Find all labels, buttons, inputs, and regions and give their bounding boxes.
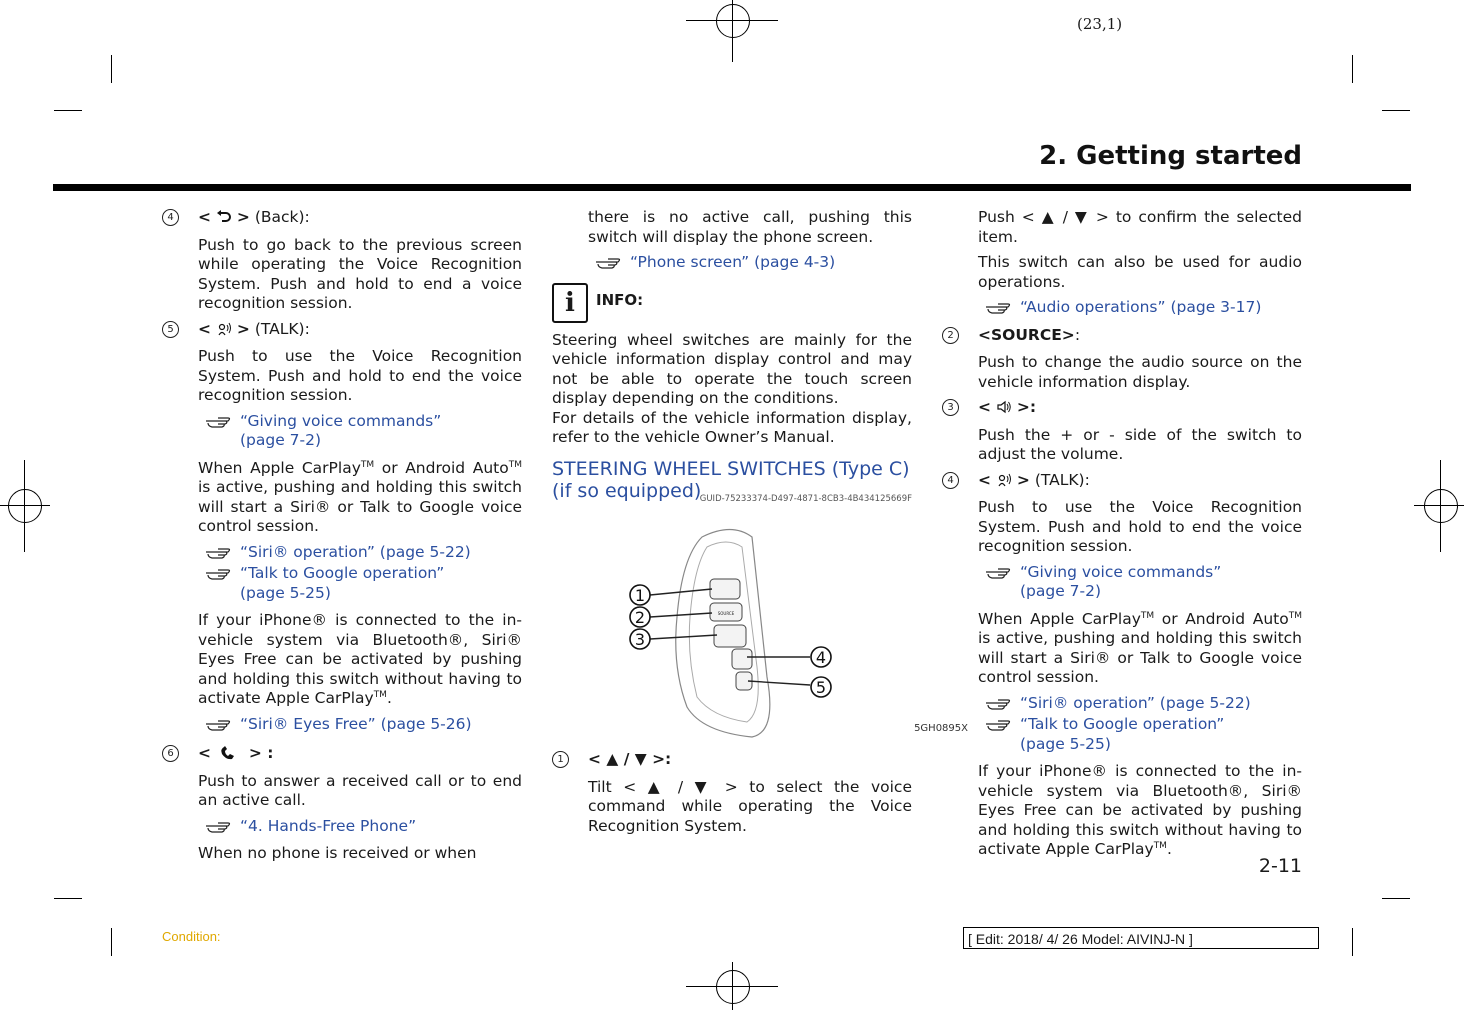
reference-link[interactable] [978,563,1302,602]
reference-link[interactable] [198,715,522,735]
item-volume [942,398,1302,418]
talk-icon [216,322,232,336]
column-2 [552,208,968,842]
item-source [942,326,1302,346]
pointing-hand-icon [204,564,234,582]
item-text: When no phone is received or when [198,844,477,862]
svg-text:5: 5 [815,678,827,697]
svg-text:2: 2 [634,608,646,627]
item-label: < ▲ / ▼ >: [588,750,672,768]
reference-link[interactable] [198,564,522,603]
item-back [162,208,522,228]
callout-2 [630,607,650,627]
pointing-hand-icon [204,543,234,561]
item-talk [162,320,522,340]
bracket-open: < [198,208,211,226]
section-title: STEERING WHEEL SWITCHES (Type C) (if so equipped) [552,457,910,502]
item-label: (Back): [254,208,310,226]
column-1 [162,208,522,870]
reference-link[interactable] [978,694,1302,714]
reference-page: (page 5-25) [1020,734,1111,753]
page-code: (23,1) [1077,15,1123,33]
item-label: (TALK): [254,319,310,338]
item-text: When Apple CarPlay™ or Android Auto™ is active, pushing and holding this switch will start a Siri® or Talk to Google voice control session. [198,458,522,535]
bracket-close: > [236,319,250,338]
item-number: 4 [942,472,959,489]
pointing-hand-icon [984,715,1014,733]
callout-4 [811,647,831,667]
figure-code: 5GH0895X [914,722,968,734]
reference-text: “Audio operations” (page 3-17) [1020,298,1262,316]
guid-code: GUID-75233374-D497-4871-8CB3-4B434125669F [699,493,912,504]
svg-text:4: 4 [815,648,827,667]
reference-link[interactable] [978,298,1302,318]
reference-text: “Giving voice commands” [240,411,442,430]
item-number: 4 [162,209,179,226]
reference-link[interactable] [978,715,1302,754]
reference-page: (page 7-2) [1020,582,1102,600]
bracket-close: > [236,208,250,226]
item-text: Push < ▲ / ▼ > to confirm the selected item. [978,208,1302,246]
pointing-hand-icon [594,253,624,271]
bracket-open: < [978,470,991,489]
item-text: Push to use the Voice Recognition System. Push and hold to end the voice recognition session. [978,498,1302,555]
callout-3 [630,629,650,649]
reference-text: “4. Hands-Free Phone” [240,816,417,835]
bracket-open: < [198,319,211,338]
talk-icon [996,473,1012,487]
registration-circle [716,4,750,38]
registration-circle [716,970,750,1004]
item-number: 3 [942,399,959,416]
item-number: 6 [162,745,179,762]
item-text: When Apple CarPlay™ or Android Auto™ is active, pushing and holding this switch will start a Siri® or Talk to Google voice control session. [978,609,1302,686]
registration-circle [1424,489,1458,523]
item-text: there is no active call, pushing this switch will display the phone screen. [588,208,912,246]
steering-switch-figure [552,517,968,742]
edit-info-box: [ Edit: 2018/ 4/ 26 Model: AIVINJ-N ] [963,927,1319,949]
info-block [552,283,912,323]
volume-icon [996,400,1012,414]
steering-switch-illustration [552,517,942,742]
item-text: Push to use the Voice Recognition System. Push and hold to end the voice recognition session. [198,347,522,404]
reference-page: (page 5-25) [240,583,331,602]
reference-text: “Siri® operation” (page 5-22) [240,542,471,561]
crop-mark [54,110,82,111]
bracket-open: < [978,398,991,416]
item-text: If your iPhone® is connected to the in-vehicle system via Bluetooth®, Siri® Eyes Free can be activated by pushing and holding this switch without having to activate Apple CarPlay™. [978,762,1302,858]
reference-text: “Siri® operation” (page 5-22) [1020,693,1251,712]
pointing-hand-icon [204,817,234,835]
switch-label: SOURCE [717,611,735,616]
reference-link[interactable] [198,817,522,837]
item-text: Push the + or - side of the switch to adjust the volume. [978,425,1302,463]
item-number: 1 [552,751,569,768]
crop-mark [1382,898,1410,899]
page-number: 2-11 [1258,855,1302,877]
crop-mark [1352,928,1353,956]
bracket-close: > [1016,470,1030,489]
pointing-hand-icon [984,694,1014,712]
item-talk [942,471,1302,491]
reference-text: “Talk to Google operation” [1020,715,1225,733]
item-phone [162,744,522,764]
reference-text: “Siri® Eyes Free” (page 5-26) [240,714,472,733]
pointing-hand-icon [204,412,234,430]
column-3 [942,208,1302,866]
pointing-hand-icon [984,298,1014,316]
info-label: INFO: [596,290,644,309]
item-label: (TALK): [1034,470,1090,489]
info-icon: i [552,283,588,323]
crop-mark [111,55,112,83]
svg-text:1: 1 [634,586,646,605]
reference-page: (page 7-2) [240,431,322,449]
header-rule [53,184,1411,191]
crop-mark [1352,55,1353,83]
callout-1 [630,585,650,605]
bracket-close: > : [248,744,274,762]
pointing-hand-icon [984,563,1014,581]
crop-mark [111,928,112,956]
reference-text: “Giving voice commands” [1020,562,1222,581]
item-text: If your iPhone® is connected to the in-vehicle system via Bluetooth®, Siri® Eyes Free can be activated by pushing and holding this switch without having to activate Apple CarPlay™. [198,611,522,707]
item-text: Push to answer a received call or to end an active call. [198,771,522,809]
reference-link[interactable] [588,253,912,273]
crop-mark [54,898,82,899]
phone-icon [216,745,244,761]
chapter-title: 2. Getting started [1039,141,1302,171]
item-colon: : [1074,325,1081,344]
item-label: <SOURCE> [978,325,1075,344]
reference-link[interactable] [198,412,522,451]
item-tilt [552,750,912,770]
item-text: This switch can also be used for audio operations. [978,253,1302,291]
item-number: 5 [162,321,179,338]
svg-text:3: 3 [634,630,646,649]
reference-text: “Talk to Google operation” [240,564,445,582]
item-text: Push to go back to the previous screen while operating the Voice Recognition System. Push and hold to end a voice recognition session. [198,235,522,312]
condition-label: Condition: [162,929,221,944]
callout-5 [811,677,831,697]
reference-link[interactable] [198,543,522,563]
info-text: Steering wheel switches are mainly for the vehicle information display control and may not be able to operate the touch screen display depending on the conditions. [552,330,912,407]
bracket-close: >: [1016,398,1037,416]
bracket-open: < [198,744,211,762]
crop-mark [1382,110,1410,111]
reference-text: “Phone screen” (page 4-3) [630,253,836,271]
registration-circle [8,489,42,523]
item-text: Push to change the audio source on the vehicle information display. [978,353,1302,391]
info-text: For details of the vehicle information display, refer to the vehicle Owner’s Manual. [552,408,912,446]
item-number: 2 [942,327,959,344]
item-text: Tilt < ▲ / ▼ > to select the voice command while operating the Voice Recognition System. [588,777,912,835]
pointing-hand-icon [204,715,234,733]
back-arrow-icon [216,210,232,224]
